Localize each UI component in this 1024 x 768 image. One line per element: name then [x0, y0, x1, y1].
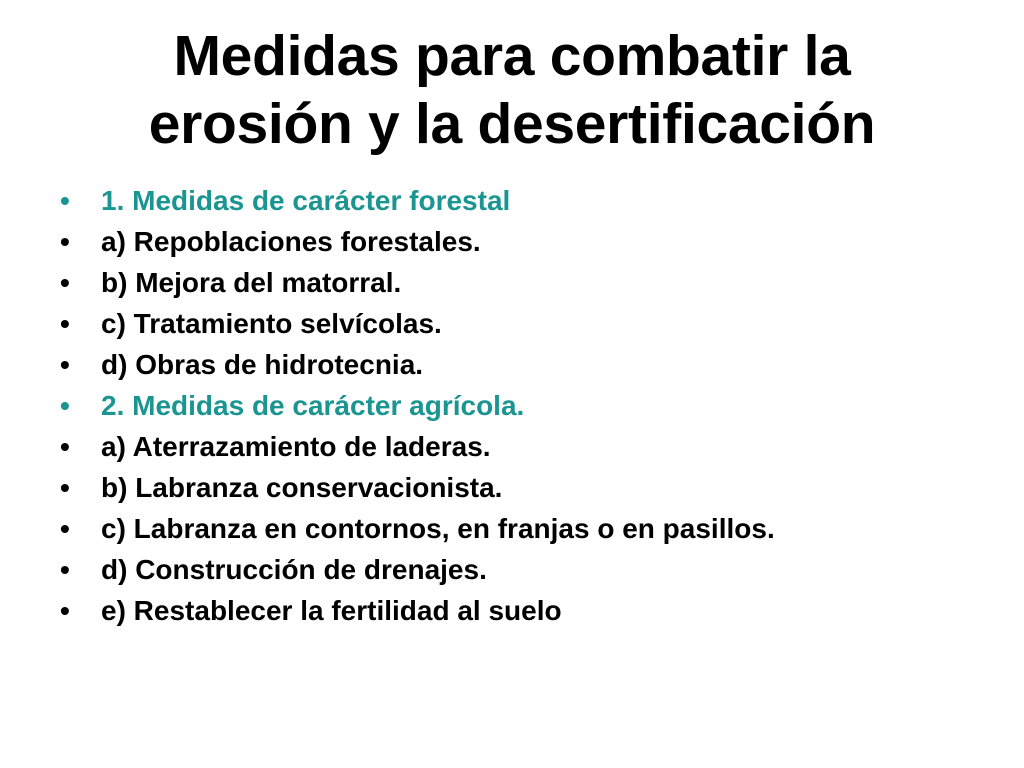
slide-title: [0, 22, 1024, 158]
list-item-text: b) Labranza conservacionista.: [101, 472, 503, 503]
list-item-text: e) Restablecer la fertilidad al suelo: [101, 595, 562, 626]
list-item: [60, 549, 1000, 590]
list-item: [60, 344, 1000, 385]
bullet-dot: •: [60, 513, 70, 544]
section-heading-item: [60, 385, 1000, 426]
bullet-dot: •: [60, 390, 70, 421]
list-item-text: 1. Medidas de carácter forestal: [101, 185, 511, 216]
bullet-dot: •: [60, 226, 70, 257]
section-heading-item: [60, 180, 1000, 221]
list-item-text: b) Mejora del matorral.: [101, 267, 402, 298]
bullet-dot: •: [60, 431, 70, 462]
list-item-text: a) Repoblaciones forestales.: [101, 226, 481, 257]
list-item: [60, 262, 1000, 303]
list-item-tail: .: [766, 513, 775, 544]
list-item-text: c) Tratamiento selvícolas.: [101, 308, 442, 339]
bullet-list: [60, 180, 1000, 631]
bullet-dot: •: [60, 554, 70, 585]
list-item-text: d) Construcción de drenajes.: [101, 554, 487, 585]
list-item-text: 2. Medidas de carácter agrícola.: [101, 390, 525, 421]
list-item: [60, 467, 1000, 508]
list-item: [60, 221, 1000, 262]
bullet-dot: •: [60, 349, 70, 380]
list-item: [60, 426, 1000, 467]
bullet-dot: •: [60, 472, 70, 503]
title-line-2: erosión y la desertificación: [148, 92, 876, 156]
list-item-text: d) Obras de hidrotecnia.: [101, 349, 424, 380]
list-item: [60, 303, 1000, 344]
bullet-dot: •: [60, 185, 70, 216]
bullet-dot: •: [60, 308, 70, 339]
title-line-1: Medidas para combatir la: [173, 24, 851, 88]
list-item-text: a) Aterrazamiento de laderas.: [101, 431, 491, 462]
list-item: [60, 590, 1000, 631]
bullet-dot: •: [60, 267, 70, 298]
list-item-text: c) Labranza en contornos, en franjas o en pasillos: [101, 513, 767, 544]
bullet-dot: •: [60, 595, 70, 626]
list-item: [60, 508, 1000, 549]
